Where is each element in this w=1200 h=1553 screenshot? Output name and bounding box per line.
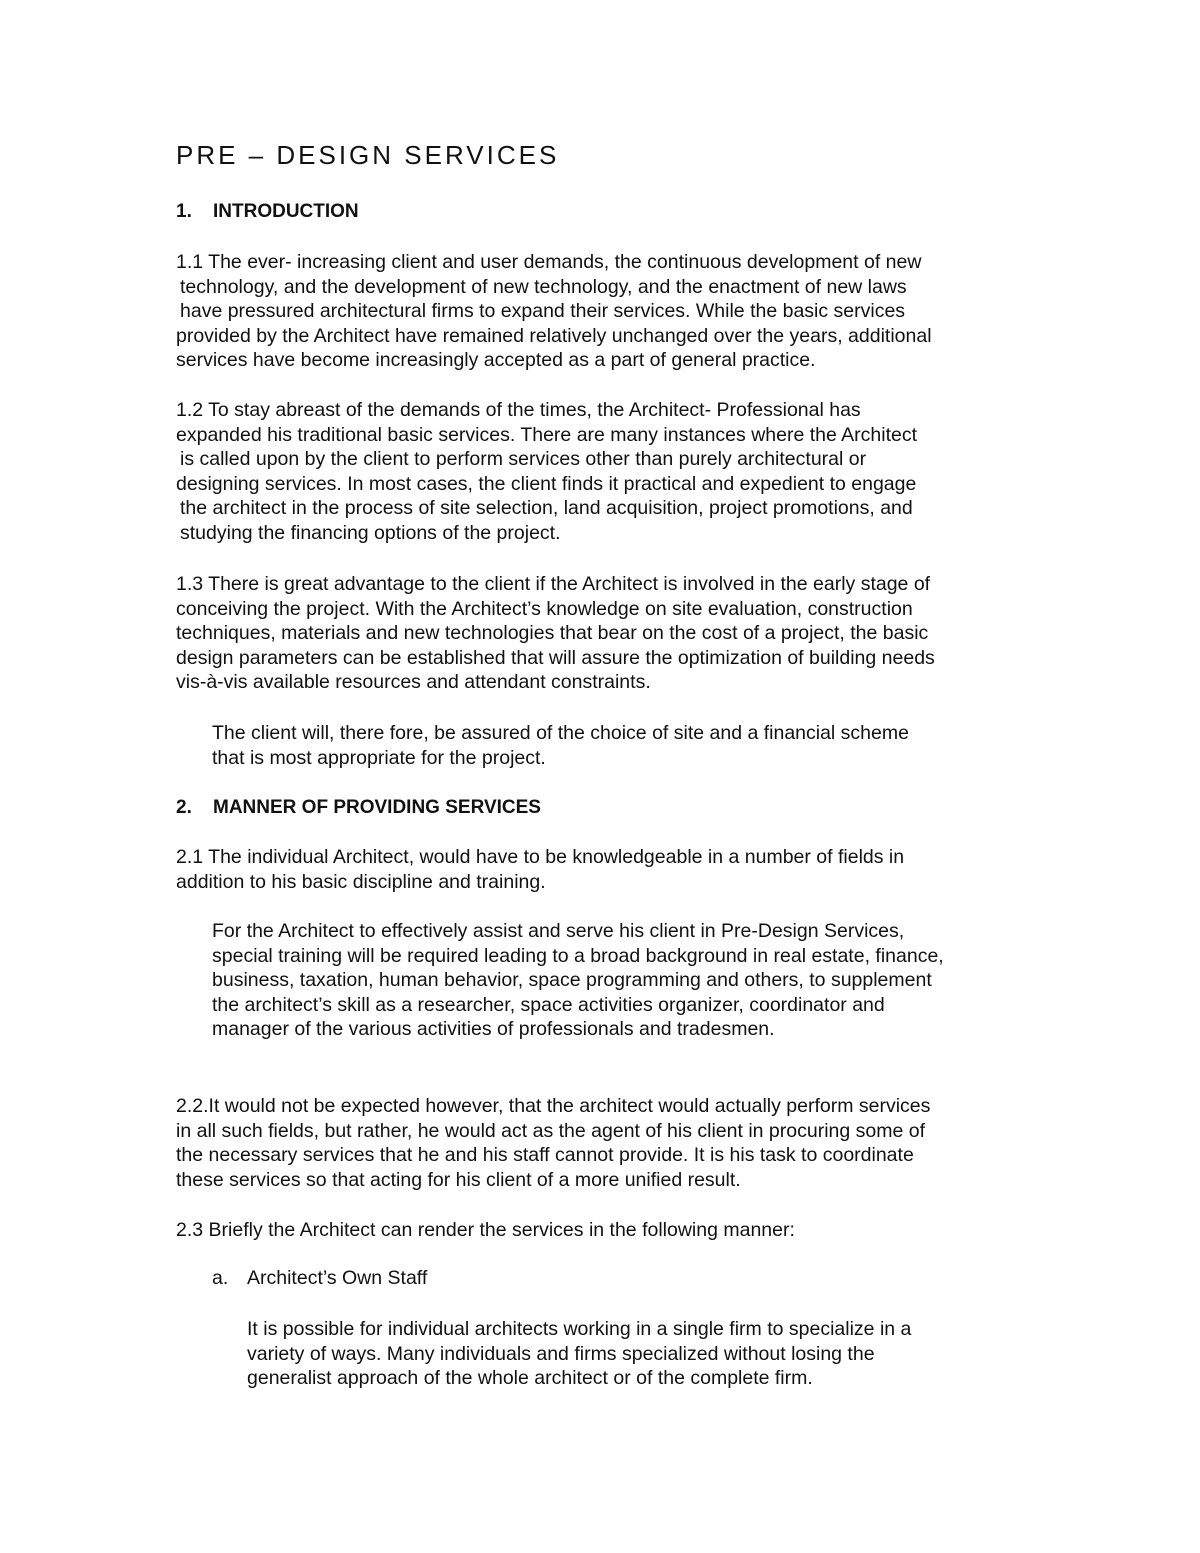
- text-line: 2.2.It would not be expected however, that the architect would actually perform services: [176, 1095, 931, 1117]
- text-line: in all such fields, but rather, he would act as the agent of his client in procuring some of: [176, 1119, 926, 1142]
- text-line: expanded his traditional basic services. There are many instances where the Architect: [176, 423, 918, 446]
- text-line: studying the financing options of the project.: [180, 521, 561, 544]
- paragraph-1-3: [176, 572, 935, 695]
- list-item-a-body: [247, 1317, 911, 1391]
- text-line: the necessary services that he and his staff cannot provide. It is his task to coordinate: [176, 1144, 914, 1166]
- text-line: 1.3 There is great advantage to the client if the Architect is involved in the early stage of: [176, 573, 931, 595]
- document-title: PRE – DESIGN SERVICES: [176, 140, 560, 170]
- section-title: MANNER OF PROVIDING SERVICES: [213, 797, 541, 818]
- paragraph-2-3: [176, 1218, 795, 1243]
- text-line: conceiving the project. With the Architect’s knowledge on site evaluation, construction: [176, 597, 913, 620]
- list-item-a: [212, 1267, 427, 1290]
- paragraph-1-2: [176, 398, 917, 545]
- section-heading-introduction: [176, 201, 359, 223]
- text-line: the architect’s skill as a researcher, space activities organizer, coordinator and: [212, 993, 885, 1016]
- text-line: the architect in the process of site selection, land acquisition, project promotions, and: [180, 497, 913, 519]
- text-line: 2.3 Briefly the Architect can render the services in the following manner:: [176, 1219, 795, 1241]
- text-line: provided by the Architect have remained relatively unchanged over the years, additional: [176, 324, 932, 347]
- text-line: It is possible for individual architects working in a single firm to specialize in a: [247, 1318, 912, 1340]
- paragraph-2-1: [176, 845, 904, 894]
- text-line: have pressured architectural firms to expand their services. While the basic services: [180, 300, 906, 322]
- text-line: that is most appropriate for the project.: [212, 746, 546, 769]
- text-line: services have become increasingly accepted as a part of general practice.: [176, 349, 816, 371]
- text-line: 2.1 The individual Architect, would have to be knowledgeable in a number of fields in: [176, 846, 905, 868]
- text-line: generalist approach of the whole architect or of the complete firm.: [247, 1367, 813, 1389]
- paragraph-2-1-indent: [212, 919, 944, 1042]
- text-line: manager of the various activities of professionals and tradesmen.: [212, 1018, 775, 1040]
- section-number: 1.: [176, 201, 192, 222]
- text-line: vis-à-vis available resources and attendant constraints.: [176, 671, 651, 693]
- list-item-label: Architect’s Own Staff: [247, 1267, 428, 1289]
- text-line: these services so that acting for his client of a more unified result.: [176, 1168, 741, 1191]
- section-title: INTRODUCTION: [213, 201, 359, 222]
- paragraph-1-3-indent: [212, 721, 909, 770]
- text-line: variety of ways. Many individuals and firms specialized without losing the: [247, 1342, 875, 1365]
- text-line: technology, and the development of new technology, and the enactment of new laws: [180, 275, 907, 298]
- paragraph-1-1: [176, 250, 932, 373]
- text-line: designing services. In most cases, the client finds it practical and expedient to engage: [176, 472, 917, 495]
- paragraph-2-2: [176, 1094, 930, 1192]
- section-number: 2.: [176, 797, 192, 818]
- text-line: The client will, there fore, be assured of the choice of site and a financial scheme: [212, 722, 909, 744]
- text-line: design parameters can be established that will assure the optimization of building needs: [176, 646, 935, 669]
- text-line: 1.1 The ever- increasing client and user demands, the continuous development of new: [176, 251, 922, 273]
- text-line: business, taxation, human behavior, space programming and others, to supplement: [212, 969, 932, 991]
- text-line: For the Architect to effectively assist and serve his client in Pre-Design Services,: [212, 920, 905, 942]
- text-line: special training will be required leading to a broad background in real estate, finance,: [212, 944, 944, 967]
- text-line: techniques, materials and new technologies that bear on the cost of a project, the basic: [176, 622, 929, 644]
- text-line: addition to his basic discipline and training.: [176, 870, 546, 893]
- list-marker: a.: [212, 1267, 229, 1289]
- text-line: is called upon by the client to perform services other than purely architectural or: [180, 448, 867, 470]
- text-line: 1.2 To stay abreast of the demands of the times, the Architect- Professional has: [176, 399, 861, 421]
- section-heading-manner: [176, 797, 541, 819]
